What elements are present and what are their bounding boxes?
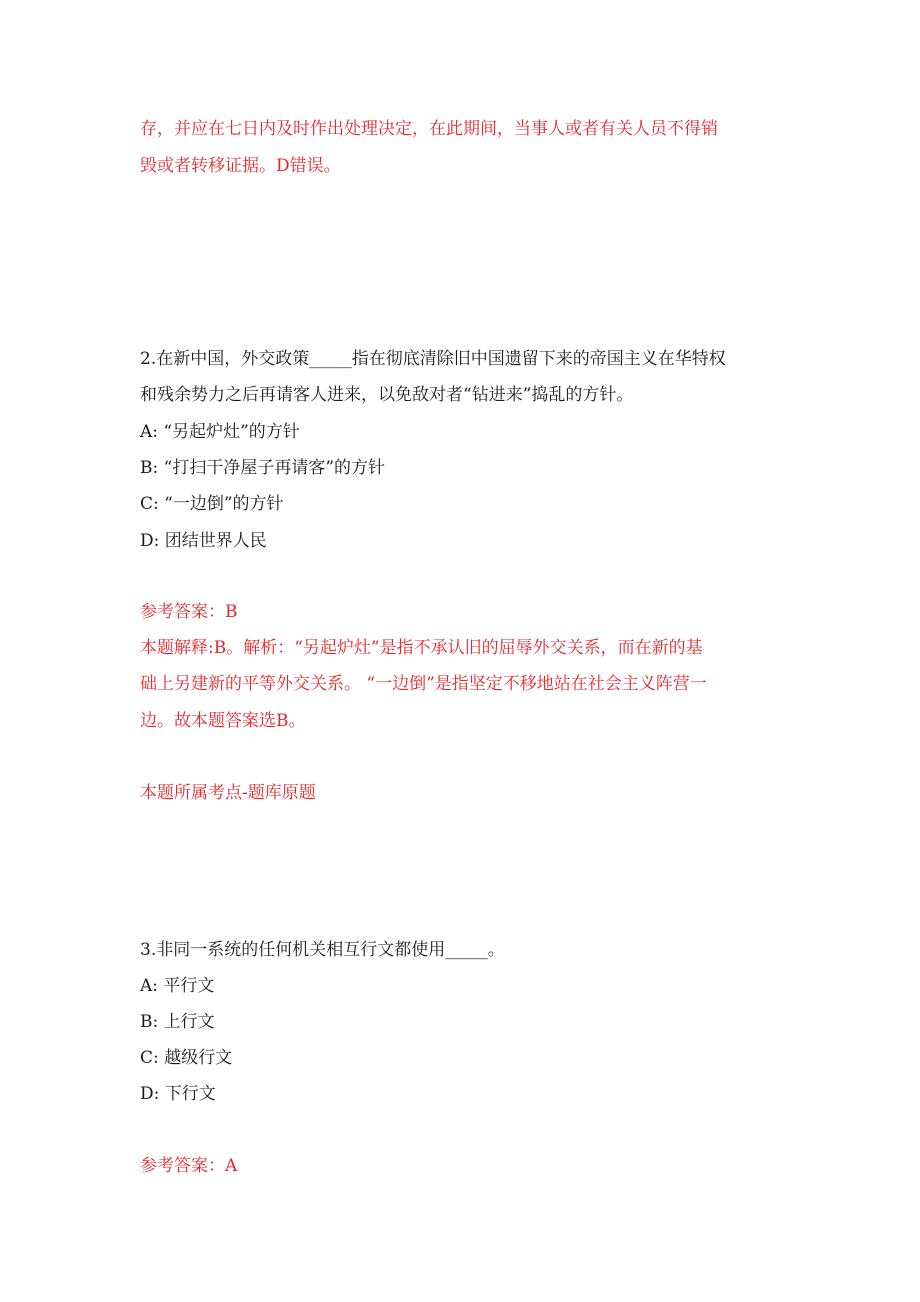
question-2-answer: 参考答案：B	[140, 602, 238, 622]
question-2-option-b: B: “打扫干净屋子再请客”的方针	[140, 458, 386, 478]
question-3-option-b: B: 上行文	[140, 1012, 215, 1032]
question-2-option-a: A: “另起炉灶”的方针	[140, 422, 300, 442]
question-3-stem: 3.非同一系统的任何机关相互行文都使用_____。	[140, 940, 505, 960]
question-2-explanation-line: 边。故本题答案选B。	[140, 711, 306, 731]
question-2-option-d: D: 团结世界人民	[140, 531, 267, 551]
question-2-stem-line: 2.在新中国，外交政策_____指在彻底清除旧中国遗留下来的帝国主义在华特权	[140, 349, 726, 369]
question-2-stem-line: 和残余势力之后再请客人进来，以免敌对者“钻进来”捣乱的方针。	[140, 385, 634, 405]
question-3-option-a: A: 平行文	[140, 976, 215, 996]
question-2-explanation-line: 本题解释:B。解析：“另起炉灶”是指不承认旧的屈辱外交关系，而在新的基	[140, 638, 703, 658]
question-3-option-d: D: 下行文	[140, 1084, 216, 1104]
question-3-answer: 参考答案：A	[140, 1156, 238, 1176]
question-2-explanation-line: 础上另建新的平等外交关系。 “一边倒”是指坚定不移地站在社会主义阵营一	[140, 674, 707, 694]
prev-explanation-line: 毁或者转移证据。D错误。	[140, 156, 341, 176]
question-2-option-c: C: “一边倒”的方针	[140, 494, 284, 514]
question-3-option-c: C: 越级行文	[140, 1048, 233, 1068]
question-2-topic: 本题所属考点-题库原题	[140, 783, 316, 803]
prev-explanation-line: 存，并应在七日内及时作出处理决定，在此期间，当事人或者有关人员不得销	[140, 119, 718, 139]
